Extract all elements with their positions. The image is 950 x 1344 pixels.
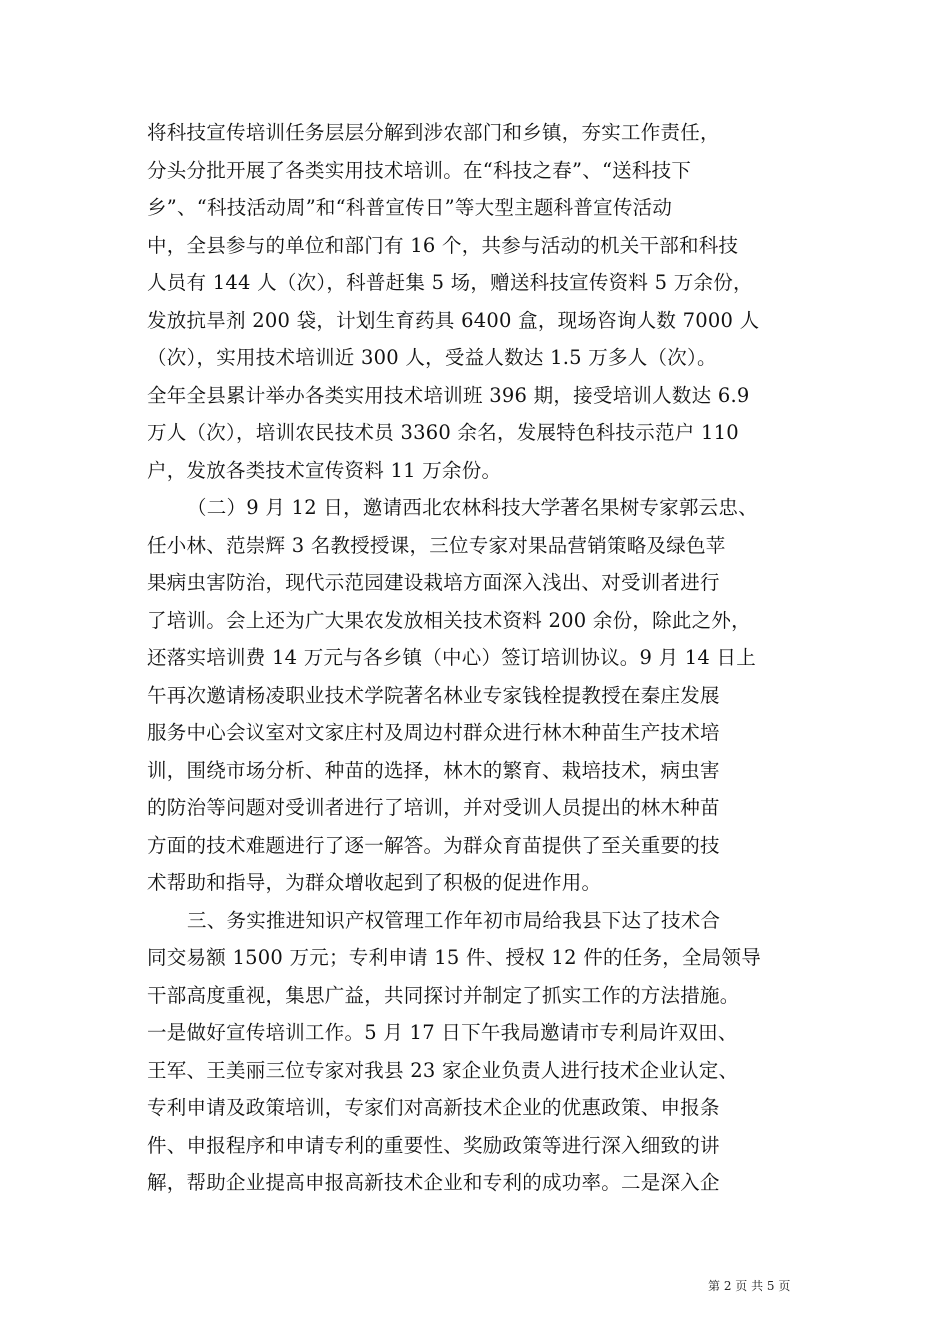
text-line: 全年全县累计举办各类实用技术培训班 396 期，接受培训人数达 6.9 [147, 383, 750, 407]
text-line: 术帮助和指导，为群众增收起到了积极的促进作用。 [147, 871, 602, 894]
text-line: 户，发放各类技术宣传资料 11 万余份。 [147, 458, 502, 482]
paragraph-start-line: 三、务实推进知识产权管理工作年初市局给我县下达了技术合 [187, 908, 721, 932]
text-line: 中，全县参与的单位和部门有 16 个，共参与活动的机关干部和科技 [147, 233, 739, 257]
text-line: 任小林、范崇辉 3 名教授授课，三位专家对果品营销策略及绿色苹 [147, 533, 726, 557]
text-line: 干部高度重视，集思广益，共同探讨并制定了抓实工作的方法措施。 [147, 983, 740, 1007]
text-line: 将科技宣传培训任务层层分解到涉农部门和乡镇，夯实工作责任， [147, 121, 720, 144]
text-line: 了培训。会上还为广大果农发放相关技术资料 200 余份，除此之外， [147, 608, 751, 632]
text-line: 还落实培训费 14 万元与各乡镇（中心）签订培训协议。9 月 14 日上 [147, 646, 757, 669]
text-line: 解，帮助企业提高申报高新技术企业和专利的成功率。二是深入企 [147, 1171, 720, 1194]
text-line: 一是做好宣传培训工作。5 月 17 日下午我局邀请市专利局许双田、 [147, 1021, 738, 1044]
text-line: 的防治等问题对受训者进行了培训，并对受训人员提出的林木种苗 [147, 796, 720, 819]
text-line: 王军、王美丽三位专家对我县 23 家企业负责人进行技术企业认定、 [147, 1058, 739, 1082]
text-line: 乡”、“科技活动周”和“科普宣传日”等大型主题科普宣传活动 [147, 196, 673, 219]
text-line: 分头分批开展了各类实用技术培训。在“科技之春”、“送科技下 [147, 158, 692, 182]
text-line: 件、申报程序和申请专利的重要性、奖励政策等进行深入细致的讲 [147, 1133, 720, 1157]
text-line: 训，围绕市场分析、种苗的选择，林木的繁育、栽培技术，病虫害 [147, 758, 720, 782]
paragraph-start-line: （二）9 月 12 日，邀请西北农林科技大学著名果树专家郭云忠、 [187, 496, 758, 519]
text-line: （次），实用技术培训近 300 人，受益人数达 1.5 万多人（次）。 [147, 346, 717, 369]
text-line: 发放抗旱剂 200 袋，计划生育药具 6400 盒，现场咨询人数 7000 人 [147, 308, 760, 332]
text-line: 人员有 144 人（次），科普赶集 5 场，赠送科技宣传资料 5 万余份， [147, 271, 753, 294]
text-line: 万人（次），培训农民技术员 3360 余名，发展特色科技示范户 110 [147, 421, 739, 444]
text-line: 专利申请及政策培训，专家们对高新技术企业的优惠政策、申报条 [147, 1096, 720, 1119]
text-line: 方面的技术难题进行了逐一解答。为群众育苗提供了至关重要的技 [147, 833, 720, 857]
text-line: 果病虫害防治，现代示范园建设栽培方面深入浅出、对受训者进行 [147, 571, 720, 594]
text-line: 午再次邀请杨凌职业技术学院著名林业专家钱栓提教授在秦庄发展 [147, 683, 720, 707]
text-line: 同交易额 1500 万元；专利申请 15 件、授权 12 件的任务，全局领导 [147, 946, 761, 969]
page-number-footer: 第 2 页 共 5 页 [708, 1279, 791, 1293]
text-line: 服务中心会议室对文家庄村及周边村群众进行林木种苗生产技术培 [147, 721, 720, 744]
document-body [147, 114, 807, 1202]
